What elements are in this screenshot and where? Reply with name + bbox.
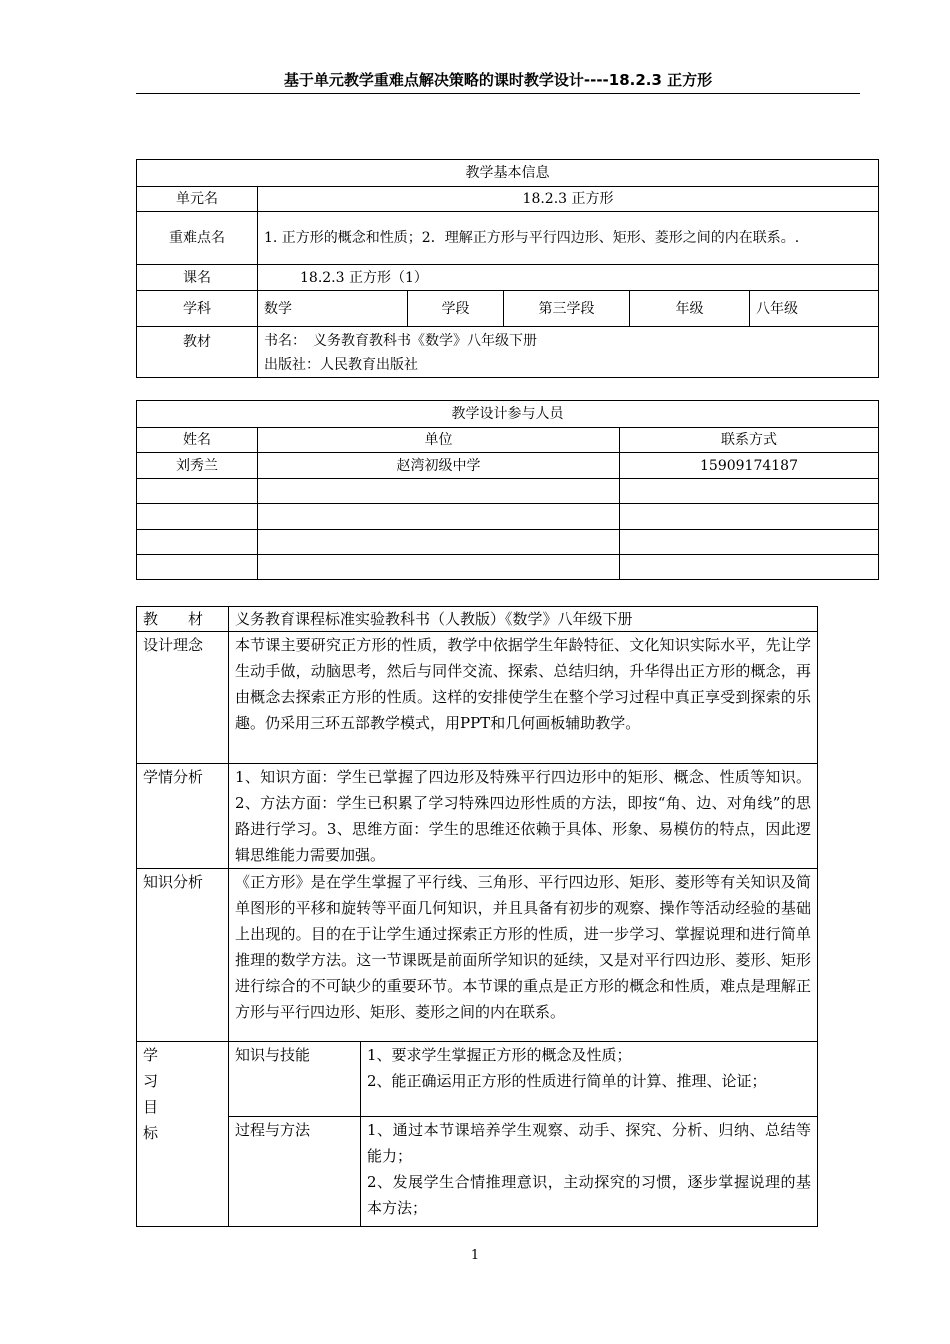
table-row: [137, 530, 879, 555]
page-number: 1: [470, 1248, 480, 1263]
participant-unit: [258, 530, 620, 555]
goals-label-char: 目: [143, 1098, 159, 1116]
textbook-label: 教材: [137, 327, 258, 378]
grade-label: 年级: [630, 291, 750, 327]
goals-label: [137, 1042, 229, 1227]
subject-label: 学科: [137, 291, 258, 327]
process-label: 过程与方法: [229, 1117, 361, 1227]
table-row: [137, 453, 879, 479]
table-row: [137, 555, 879, 580]
participant-unit: [258, 504, 620, 530]
goals-label-char: 习: [143, 1072, 159, 1090]
subject-value: 数学: [258, 291, 408, 327]
students-value: 1、知识方面：学生已掌握了四边形及特殊平行四边形中的矩形、概念、性质等知识。2、方法方面：学生已积累了学习特殊四边形性质的方法，即按“角、边、对角线”的思路进行学习。3、思维方面：学生的思维还依赖于具体、形象、易模仿的特点，因此逻辑思维能力需要加强。: [229, 764, 818, 869]
document-header: 基于单元教学重难点解决策略的课时教学设计----18.2.3 正方形: [136, 70, 860, 94]
textbook-name: 书名： 义务教育教科书《数学》八年级下册: [264, 333, 537, 349]
goals-label-char: 学: [143, 1046, 159, 1064]
process-item: 2、发展学生合情推理意识，主动探究的习惯，逐步掌握说理的基本方法；: [367, 1173, 812, 1217]
participant-contact: [620, 555, 879, 580]
concept-value: 本节课主要研究正方形的性质，教学中依据学生年龄特征、文化知识实际水平，先让学生动手做，动脑思考，然后与同伴交流、探索、总结归纳，升华得出正方形的概念，再由概念去探索正方形的性质。这样的安排使学生在整个学习过程中真正享受到探索的乐趣。仍采用三环五部教学模式，用PPT和几何画板辅助教学。: [229, 632, 818, 764]
participant-name: [137, 479, 258, 504]
skill-label: 知识与技能: [229, 1042, 361, 1117]
concept-label: 设计理念: [137, 632, 229, 764]
lesson-value: 18.2.3 正方形（1）: [258, 265, 879, 291]
textbook-value-2: 义务教育课程标准实验教科书（人教版）《数学》八年级下册: [229, 607, 818, 632]
participant-unit: [258, 555, 620, 580]
participant-contact: [620, 504, 879, 530]
students-label: 学情分析: [137, 764, 229, 869]
stage-value: 第三学段: [504, 291, 630, 327]
participant-name: 刘秀兰: [137, 453, 258, 479]
skill-item: 2、能正确运用正方形的性质进行简单的计算、推理、论证；: [367, 1072, 767, 1090]
table-row: [137, 504, 879, 530]
skill-value: [361, 1042, 818, 1117]
participant-contact: [620, 530, 879, 555]
participant-unit: 赵湾初级中学: [258, 453, 620, 479]
participant-unit: [258, 479, 620, 504]
participants-title: 教学设计参与人员: [137, 401, 879, 428]
header-unit: 单位: [258, 428, 620, 453]
participant-contact: [620, 479, 879, 504]
textbook-publisher: 出版社：人民教育出版社: [264, 357, 418, 373]
participants-table: [136, 400, 879, 580]
participant-name: [137, 504, 258, 530]
process-item: 1、通过本节课培养学生观察、动手、探究、分析、归纳、总结等能力；: [367, 1121, 812, 1165]
header-name: 姓名: [137, 428, 258, 453]
knowledge-value: 《正方形》是在学生掌握了平行线、三角形、平行四边形、矩形、菱形等有关知识及简单图形的平移和旋转等平面几何知识，并且具备有初步的观察、操作等活动经验的基础上出现的。目的在于让学生通过探索正方形的性质，进一步学习、掌握说理和进行简单推理的数学方法。这一节课既是前面所学知识的延续，又是对平行四边形、菱形、矩形进行综合的不可缺少的重要环节。本节课的重点是正方形的概念和性质，难点是理解正方形与平行四边形、矩形、菱形之间的内在联系。: [229, 869, 818, 1042]
textbook-value: [258, 327, 879, 378]
grade-value: 八年级: [750, 291, 879, 327]
knowledge-label: 知识分析: [137, 869, 229, 1042]
header-contact: 联系方式: [620, 428, 879, 453]
participant-contact: 15909174187: [620, 453, 879, 479]
table-row: [137, 479, 879, 504]
basic-info-table: [136, 159, 879, 378]
key-points-label: 重难点名: [137, 212, 258, 265]
basic-info-title: 教学基本信息: [137, 160, 879, 187]
lesson-label: 课名: [137, 265, 258, 291]
textbook-label-2: 教 材: [137, 607, 229, 632]
unit-label: 单元名: [137, 187, 258, 212]
skill-item: 1、要求学生掌握正方形的概念及性质；: [367, 1046, 632, 1064]
key-points-value: 1. 正方形的概念和性质；2．理解正方形与平行四边形、矩形、菱形之间的内在联系。.: [258, 212, 879, 265]
stage-label: 学段: [408, 291, 504, 327]
participant-name: [137, 555, 258, 580]
goals-label-char: 标: [143, 1124, 159, 1142]
unit-value: 18.2.3 正方形: [258, 187, 879, 212]
participant-name: [137, 530, 258, 555]
process-value: [361, 1117, 818, 1227]
design-table: [136, 606, 818, 1227]
